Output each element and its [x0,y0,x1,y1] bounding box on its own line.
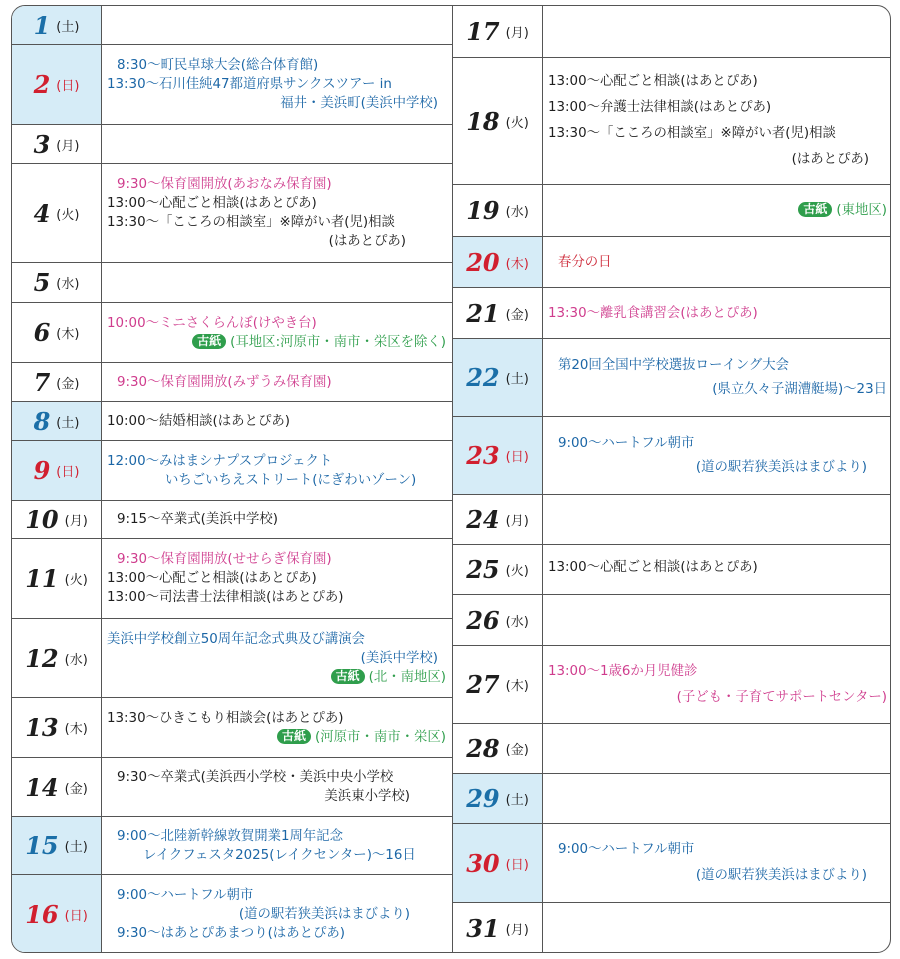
date-cell [453,724,543,773]
day-number: 25 [466,555,500,584]
events-cell [101,441,452,500]
date-cell [12,875,102,953]
badge-area: (北・南地区) [368,669,446,685]
event-text: 9:00～ハートフル朝市 [117,888,254,903]
day-row-24 [453,495,891,545]
date-cell [12,125,102,163]
event-text: 10:00～結婚相談(はあとぴあ) [107,413,290,429]
day-row-5 [12,263,452,303]
weekday: (金) [56,376,80,392]
events-cell [101,539,452,618]
day-number: 16 [25,900,59,929]
weekday: (金) [505,743,529,758]
weekday: (木) [505,679,529,694]
day-row-6 [12,303,452,363]
event-text: 13:30～石川佳純47都道府県サンクスツアー in [107,77,392,92]
weekday: (水) [64,652,88,668]
events-cell [101,363,452,401]
day-number: 18 [466,106,500,136]
weekday: (木) [64,722,88,737]
date-cell [453,774,543,823]
weekday: (月) [505,923,529,938]
event-text: 13:30～「こころの相談室」※障がい者(児)相談 [548,126,836,141]
date-cell [453,417,543,494]
badge-area: (東地区) [836,203,887,218]
day-row-4 [12,164,452,263]
date-cell [453,6,543,57]
day-row-1 [12,6,452,45]
weekday: (土) [505,372,529,387]
date-cell [453,339,543,416]
weekday: (土) [505,793,529,808]
day-number: 2 [33,70,51,99]
event-text: 13:00～心配ごと相談(はあとぴあ) [107,571,317,586]
event-text: 13:00～心配ごと相談(はあとぴあ) [548,560,758,575]
day-number: 31 [466,914,500,943]
day-row-13 [12,698,452,758]
date-cell [12,263,102,302]
events-cell [542,288,891,338]
weekday: (火) [64,573,88,588]
day-row-31 [453,903,891,953]
day-number: 26 [466,605,500,635]
event-text: (美浜中学校) [360,650,438,666]
date-cell [12,817,102,874]
weekday: (月) [505,26,529,41]
day-number: 21 [466,298,500,328]
date-cell [12,619,102,697]
events-cell [542,339,891,416]
date-cell [12,164,102,262]
events-cell [101,6,452,44]
recycle-paper-badge: 古紙 [331,669,365,684]
events-cell [542,824,891,902]
day-row-21 [453,288,891,339]
weekday: (火) [56,207,80,223]
event-text: 13:00～1歳6か月児健診 [548,663,698,679]
event-text: いちごいちえストリート(にぎわいゾーン) [165,472,417,488]
events-cell [542,595,891,645]
date-cell [12,402,102,440]
day-row-7 [12,363,452,402]
day-row-27 [453,646,891,724]
date-cell [453,545,543,594]
events-cell [101,619,452,697]
recycle-paper-badge: 古紙 [277,729,311,744]
event-text: 10:00～ミニさくらんぼ(けやき台) [107,315,317,331]
day-row-20 [453,237,891,288]
event-text: レイクフェスタ2025(レイクセンター)～16日 [143,847,416,863]
event-text [107,728,446,747]
event-text: 9:00～ハートフル朝市 [558,842,695,857]
weekday: (月) [505,514,529,529]
day-row-23 [453,417,891,495]
weekday: (水) [56,277,80,292]
date-cell [453,237,543,287]
weekday: (木) [505,256,529,272]
event-text: (はあとぴあ) [791,152,869,167]
events-cell [101,125,452,163]
day-row-12 [12,619,452,698]
weekday: (土) [56,19,80,35]
day-number: 17 [466,17,500,46]
events-cell [542,495,891,544]
day-number: 12 [25,643,59,673]
day-number: 23 [466,441,500,470]
event-text: (道の駅若狭美浜はまびより) [695,868,867,883]
events-cell [101,303,452,362]
weekday: (日) [505,450,529,465]
badge-area: (耳地区:河原市・南市・栄区を除く) [230,334,446,350]
day-row-3 [12,125,452,164]
date-cell [453,595,543,645]
event-text: 春分の日 [558,254,612,270]
event-text: 8:30～町民卓球大会(総合体育館) [117,58,319,73]
day-number: 7 [33,367,51,397]
day-row-10 [12,501,452,539]
event-text [107,668,446,687]
event-text: 13:30～離乳食講習会(はあとぴあ) [548,305,758,321]
day-row-16 [12,875,452,953]
calendar-right-column [452,6,891,952]
event-text: 13:30～ひきこもり相談会(はあとぴあ) [107,710,344,726]
event-text [107,333,446,352]
date-cell [453,646,543,723]
event-text: 9:00～ハートフル朝市 [558,435,695,451]
date-cell [12,758,102,816]
day-row-26 [453,595,891,646]
weekday: (月) [64,514,88,529]
weekday: (木) [56,327,80,342]
events-cell [542,774,891,823]
date-cell [453,288,543,338]
weekday: (火) [505,115,529,131]
date-cell [453,903,543,953]
event-text: 美浜中学校創立50周年記念式典及び講演会 [107,631,366,647]
date-cell [12,6,102,44]
day-number: 22 [466,363,500,392]
weekday: (日) [505,857,529,873]
day-number: 27 [466,670,500,699]
day-row-2 [12,45,452,125]
weekday: (土) [56,415,80,431]
date-cell [12,303,102,362]
event-text [548,201,887,220]
event-text: 9:30～保育園開放(あおなみ保育園) [117,177,332,192]
event-text: 第20回全国中学校選抜ローイング大会 [558,357,790,373]
day-number: 6 [33,318,51,347]
event-text: (子ども・子育てサポートセンター) [676,689,887,705]
events-cell [542,237,891,287]
day-number: 29 [466,784,500,813]
event-text: (道の駅若狭美浜はまびより) [695,459,867,475]
day-number: 19 [466,196,500,225]
event-calendar [11,5,891,953]
weekday: (日) [56,79,80,94]
events-cell [101,501,452,538]
weekday: (日) [56,465,80,480]
day-row-18 [453,58,891,185]
events-cell [101,758,452,816]
date-cell [12,363,102,401]
event-text: 13:30～「こころの相談室」※障がい者(児)相談 [107,215,395,230]
day-row-15 [12,817,452,875]
events-cell [542,903,891,953]
date-cell [453,58,543,184]
day-number: 9 [33,456,51,485]
event-text: (県立久々子湖漕艇場)～23日 [712,381,887,397]
events-cell [542,6,891,57]
events-cell [542,185,891,236]
events-cell [542,724,891,773]
events-cell [542,545,891,594]
date-cell [453,495,543,544]
event-text: 福井・美浜町(美浜中学校) [280,96,438,111]
day-number: 8 [33,406,51,436]
weekday: (月) [56,138,80,154]
date-cell [12,441,102,500]
events-cell [101,402,452,440]
day-number: 3 [33,129,51,159]
events-cell [101,817,452,874]
event-text: 12:00～みはまシナプスプロジェクト [107,453,333,469]
day-row-9 [12,441,452,501]
event-text: 9:30～卒業式(美浜西小学校・美浜中央小学校 [117,770,394,785]
events-cell [101,698,452,757]
weekday: (金) [505,307,529,323]
day-row-30 [453,824,891,903]
badge-area: (河原市・南市・栄区) [315,729,446,745]
day-number: 10 [25,505,59,534]
day-number: 4 [33,198,51,228]
day-number: 28 [466,734,500,763]
day-number: 11 [25,564,59,593]
day-number: 24 [466,505,500,534]
recycle-paper-badge: 古紙 [192,334,226,349]
events-cell [101,263,452,302]
events-cell [542,646,891,723]
day-row-14 [12,758,452,817]
weekday: (土) [64,840,88,855]
recycle-paper-badge: 古紙 [798,202,832,217]
events-cell [542,58,891,184]
day-number: 13 [25,713,59,742]
day-row-29 [453,774,891,824]
day-row-19 [453,185,891,237]
day-row-25 [453,545,891,595]
event-text: 13:00～心配ごと相談(はあとぴあ) [548,74,758,89]
events-cell [542,417,891,494]
day-number: 15 [25,831,59,860]
date-cell [12,539,102,618]
day-number: 20 [466,247,500,277]
event-text: 美浜東小学校) [324,789,410,804]
weekday: (火) [505,564,529,579]
events-cell [101,45,452,124]
day-row-11 [12,539,452,619]
event-text: 9:30～保育園開放(みずうみ保育園) [117,374,332,390]
date-cell [12,698,102,757]
day-row-22 [453,339,891,417]
day-row-8 [12,402,452,441]
event-text: (道の駅若狭美浜はまびより) [238,907,410,922]
day-row-17 [453,6,891,58]
event-text: 9:15～卒業式(美浜中学校) [117,512,279,527]
event-text: 13:00～司法書士法律相談(はあとぴあ) [107,590,344,605]
day-number: 1 [33,10,51,40]
event-text: 13:00～心配ごと相談(はあとぴあ) [107,196,317,211]
event-text: 9:30～はあとぴあまつり(はあとぴあ) [117,926,345,941]
date-cell [12,501,102,538]
weekday: (日) [64,909,88,924]
weekday: (金) [64,781,88,797]
weekday: (水) [505,614,529,630]
date-cell [453,185,543,236]
event-text: (はあとぴあ) [328,234,406,249]
day-number: 14 [25,772,59,802]
date-cell [12,45,102,124]
date-cell [453,824,543,902]
day-number: 5 [33,268,51,297]
events-cell [101,875,452,953]
event-text: 13:00～弁護士法律相談(はあとぴあ) [548,100,772,115]
weekday: (水) [505,205,529,220]
event-text: 9:30～保育園開放(せせらぎ保育園) [117,552,332,567]
day-row-28 [453,724,891,774]
event-text: 9:00～北陸新幹線敦賀開業1周年記念 [117,828,344,844]
events-cell [101,164,452,262]
day-number: 30 [466,848,500,878]
